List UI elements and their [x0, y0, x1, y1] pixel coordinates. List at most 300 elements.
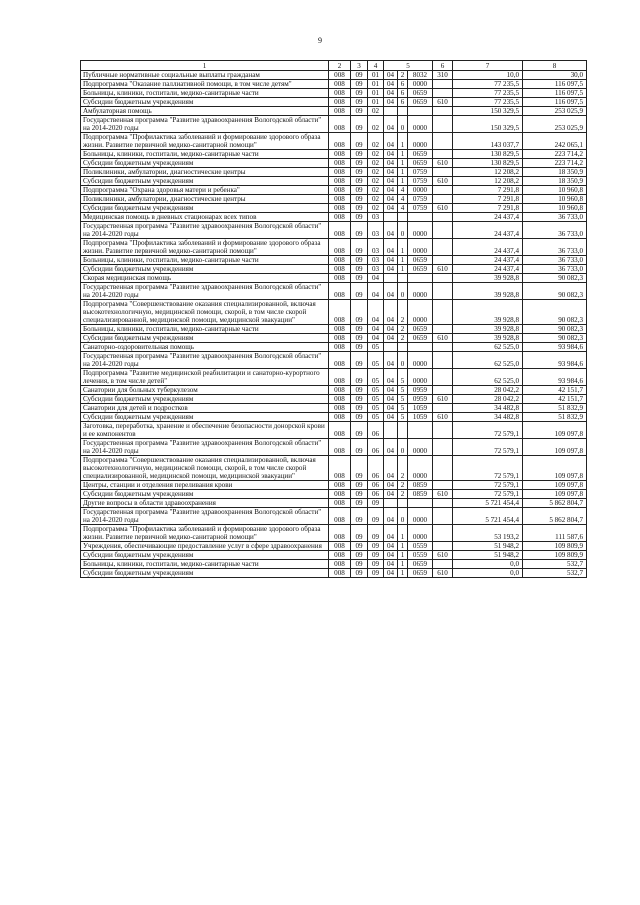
cell-section: 09 — [351, 325, 368, 334]
cell-amount-2019: 24 437,4 — [453, 265, 523, 274]
cell-amount-2020: 5 862 804,7 — [523, 508, 587, 525]
cell-subprogram: 1 — [398, 542, 408, 551]
row-name: Субсидии бюджетным учреждениям — [81, 204, 329, 213]
cell-expense-type — [433, 168, 453, 177]
cell-expense-type — [433, 300, 453, 325]
cell-program: 04 — [384, 239, 398, 256]
cell-amount-2019: 34 482,8 — [453, 404, 523, 413]
cell-direction: 0659 — [408, 98, 433, 107]
table-row — [81, 300, 587, 325]
cell-expense-type — [433, 456, 453, 481]
cell-direction: 0000 — [408, 369, 433, 386]
cell-ved: 008 — [329, 265, 351, 274]
table-row — [81, 395, 587, 404]
cell-amount-2019: 10,0 — [453, 71, 523, 80]
cell-amount-2020: 10 960,8 — [523, 186, 587, 195]
cell-subsection: 05 — [368, 386, 384, 395]
cell-expense-type — [433, 439, 453, 456]
cell-direction — [408, 213, 433, 222]
cell-ved: 008 — [329, 222, 351, 239]
cell-subsection: 05 — [368, 413, 384, 422]
cell-subsection: 03 — [368, 265, 384, 274]
cell-program: 04 — [384, 80, 398, 89]
cell-program: 04 — [384, 283, 398, 300]
cell-section: 09 — [351, 159, 368, 168]
cell-ved: 008 — [329, 256, 351, 265]
row-name: Субсидии бюджетным учреждениям — [81, 413, 329, 422]
cell-section: 09 — [351, 283, 368, 300]
cell-program: 04 — [384, 334, 398, 343]
cell-subprogram — [398, 499, 408, 508]
cell-amount-2019: 62 525,0 — [453, 352, 523, 369]
cell-direction: 0759 — [408, 195, 433, 204]
cell-expense-type: 610 — [433, 334, 453, 343]
cell-expense-type — [433, 325, 453, 334]
cell-expense-type: 610 — [433, 98, 453, 107]
cell-subsection: 09 — [368, 560, 384, 569]
cell-ved: 008 — [329, 168, 351, 177]
cell-direction — [408, 274, 433, 283]
cell-direction: 0000 — [408, 116, 433, 133]
cell-amount-2019: 24 437,4 — [453, 213, 523, 222]
cell-expense-type: 610 — [433, 159, 453, 168]
row-name: Скорая медицинская помощь — [81, 274, 329, 283]
cell-direction: 0759 — [408, 177, 433, 186]
cell-direction: 0000 — [408, 439, 433, 456]
row-name: Подпрограмма "Охрана здоровья матери и ребенка" — [81, 186, 329, 195]
cell-section: 09 — [351, 107, 368, 116]
cell-amount-2019: 28 042,2 — [453, 395, 523, 404]
cell-ved: 008 — [329, 98, 351, 107]
cell-section: 09 — [351, 168, 368, 177]
cell-expense-type — [433, 256, 453, 265]
cell-subprogram — [398, 422, 408, 439]
cell-subsection: 09 — [368, 525, 384, 542]
cell-direction: 0659 — [408, 265, 433, 274]
cell-amount-2020: 51 832,9 — [523, 413, 587, 422]
column-header: 7 — [453, 61, 523, 71]
cell-section: 09 — [351, 569, 368, 578]
cell-amount-2020: 36 733,0 — [523, 222, 587, 239]
cell-amount-2020: 36 733,0 — [523, 256, 587, 265]
table-row — [81, 116, 587, 133]
cell-direction: 0559 — [408, 542, 433, 551]
table-row — [81, 239, 587, 256]
cell-ved: 008 — [329, 343, 351, 352]
cell-expense-type — [433, 186, 453, 195]
cell-subprogram: 1 — [398, 150, 408, 159]
cell-subsection: 01 — [368, 80, 384, 89]
table-row — [81, 325, 587, 334]
cell-amount-2019: 39 928,8 — [453, 334, 523, 343]
cell-amount-2020: 93 984,6 — [523, 369, 587, 386]
cell-subsection: 04 — [368, 325, 384, 334]
cell-program: 04 — [384, 89, 398, 98]
cell-subsection: 06 — [368, 456, 384, 481]
row-name: Больницы, клиники, госпитали, медико-санитарные части — [81, 150, 329, 159]
row-name: Поликлиники, амбулатории, диагностические центры — [81, 195, 329, 204]
cell-amount-2020: 223 714,2 — [523, 150, 587, 159]
cell-program: 04 — [384, 195, 398, 204]
column-header: 3 — [351, 61, 368, 71]
cell-subsection: 02 — [368, 177, 384, 186]
cell-amount-2020: 253 025,9 — [523, 107, 587, 116]
cell-direction: 0000 — [408, 525, 433, 542]
cell-subsection: 05 — [368, 369, 384, 386]
cell-ved: 008 — [329, 369, 351, 386]
cell-section: 09 — [351, 395, 368, 404]
cell-subprogram: 4 — [398, 204, 408, 213]
cell-expense-type: 610 — [433, 413, 453, 422]
cell-amount-2019: 77 235,5 — [453, 98, 523, 107]
cell-subsection: 02 — [368, 150, 384, 159]
column-header: 8 — [523, 61, 587, 71]
cell-direction: 8032 — [408, 71, 433, 80]
cell-section: 09 — [351, 560, 368, 569]
cell-direction: 0000 — [408, 186, 433, 195]
row-name: Субсидии бюджетным учреждениям — [81, 98, 329, 107]
cell-program: 04 — [384, 404, 398, 413]
cell-direction: 0559 — [408, 551, 433, 560]
cell-program: 04 — [384, 525, 398, 542]
cell-ved: 008 — [329, 569, 351, 578]
cell-subprogram — [398, 274, 408, 283]
cell-program — [384, 422, 398, 439]
cell-amount-2019: 39 928,8 — [453, 300, 523, 325]
cell-amount-2019: 24 437,4 — [453, 256, 523, 265]
cell-ved: 008 — [329, 80, 351, 89]
cell-subprogram: 0 — [398, 508, 408, 525]
cell-subsection: 09 — [368, 542, 384, 551]
cell-amount-2020: 109 097,8 — [523, 481, 587, 490]
cell-expense-type — [433, 499, 453, 508]
table-row — [81, 551, 587, 560]
row-name: Санатории для детей и подростков — [81, 404, 329, 413]
table-row — [81, 159, 587, 168]
cell-amount-2019: 0,0 — [453, 569, 523, 578]
cell-ved: 008 — [329, 116, 351, 133]
cell-subsection: 01 — [368, 71, 384, 80]
cell-subprogram: 2 — [398, 490, 408, 499]
cell-ved: 008 — [329, 560, 351, 569]
cell-amount-2019: 77 235,5 — [453, 89, 523, 98]
cell-section: 09 — [351, 274, 368, 283]
cell-subprogram: 2 — [398, 71, 408, 80]
cell-program: 04 — [384, 481, 398, 490]
cell-program: 04 — [384, 204, 398, 213]
cell-ved: 008 — [329, 204, 351, 213]
table-row — [81, 204, 587, 213]
cell-subsection: 03 — [368, 239, 384, 256]
page-number: 9 — [318, 36, 322, 45]
cell-amount-2020: 36 733,0 — [523, 265, 587, 274]
cell-ved: 008 — [329, 481, 351, 490]
cell-amount-2019: 150 329,5 — [453, 116, 523, 133]
cell-amount-2019: 39 928,8 — [453, 283, 523, 300]
cell-amount-2020: 109 809,9 — [523, 542, 587, 551]
cell-section: 09 — [351, 256, 368, 265]
cell-amount-2020: 42 151,7 — [523, 386, 587, 395]
cell-direction: 0000 — [408, 508, 433, 525]
cell-expense-type — [433, 239, 453, 256]
cell-subsection: 04 — [368, 300, 384, 325]
cell-amount-2019: 28 042,2 — [453, 386, 523, 395]
row-name: Государственная программа "Развитие здравоохранения Вологодской области" на 2014-2020 годы — [81, 508, 329, 525]
row-name: Государственная программа "Развитие здравоохранения Вологодской области" на 2014-2020 годы — [81, 283, 329, 300]
cell-amount-2019: 24 437,4 — [453, 222, 523, 239]
cell-direction: 0659 — [408, 159, 433, 168]
cell-amount-2019: 72 579,1 — [453, 490, 523, 499]
cell-amount-2019: 24 437,4 — [453, 239, 523, 256]
cell-ved: 008 — [329, 239, 351, 256]
cell-section: 09 — [351, 133, 368, 150]
cell-subsection: 09 — [368, 569, 384, 578]
cell-subsection: 04 — [368, 274, 384, 283]
cell-ved: 008 — [329, 274, 351, 283]
cell-section: 09 — [351, 186, 368, 195]
cell-ved: 008 — [329, 159, 351, 168]
cell-expense-type — [433, 80, 453, 89]
cell-section: 09 — [351, 195, 368, 204]
cell-subprogram: 6 — [398, 98, 408, 107]
row-name: Подпрограмма "Оказание паллиативной помощи, в том числе детям" — [81, 80, 329, 89]
cell-ved: 008 — [329, 300, 351, 325]
cell-program: 04 — [384, 222, 398, 239]
cell-direction: 0659 — [408, 560, 433, 569]
cell-expense-type — [433, 404, 453, 413]
column-header: 4 — [368, 61, 384, 71]
cell-expense-type — [433, 195, 453, 204]
column-header: 5 — [384, 61, 433, 71]
cell-program: 04 — [384, 71, 398, 80]
cell-amount-2020: 109 097,8 — [523, 422, 587, 439]
cell-direction: 0659 — [408, 256, 433, 265]
table-row — [81, 133, 587, 150]
row-name: Заготовка, переработка, хранение и обеспечение безопасности донорской крови и ее компонентов — [81, 422, 329, 439]
table-row — [81, 422, 587, 439]
cell-amount-2020: 532,7 — [523, 560, 587, 569]
cell-amount-2020: 36 733,0 — [523, 213, 587, 222]
row-name: Больницы, клиники, госпитали, медико-санитарные части — [81, 256, 329, 265]
cell-amount-2020: 30,0 — [523, 71, 587, 80]
cell-direction — [408, 343, 433, 352]
cell-program: 04 — [384, 386, 398, 395]
cell-subsection: 06 — [368, 481, 384, 490]
cell-expense-type: 610 — [433, 395, 453, 404]
row-name: Санаторно-оздоровительная помощь — [81, 343, 329, 352]
cell-amount-2019: 72 579,1 — [453, 481, 523, 490]
row-name: Медицинская помощь в дневных стационарах всех типов — [81, 213, 329, 222]
table-row — [81, 525, 587, 542]
cell-subsection: 04 — [368, 283, 384, 300]
cell-amount-2020: 116 097,5 — [523, 98, 587, 107]
table-row — [81, 343, 587, 352]
table-row — [81, 569, 587, 578]
cell-expense-type — [433, 525, 453, 542]
cell-expense-type: 610 — [433, 490, 453, 499]
row-name: Публичные нормативные социальные выплаты гражданам — [81, 71, 329, 80]
cell-program — [384, 499, 398, 508]
cell-program — [384, 213, 398, 222]
cell-direction: 0759 — [408, 168, 433, 177]
cell-subsection: 03 — [368, 256, 384, 265]
cell-subsection: 02 — [368, 133, 384, 150]
row-name: Учреждения, обеспечивающие предоставление услуг в сфере здравоохранения — [81, 542, 329, 551]
row-name: Больницы, клиники, госпитали, медико-санитарные части — [81, 325, 329, 334]
cell-section: 09 — [351, 490, 368, 499]
row-name: Амбулаторная помощь — [81, 107, 329, 116]
row-name: Санатории для больных туберкулезом — [81, 386, 329, 395]
cell-direction — [408, 499, 433, 508]
table-row — [81, 560, 587, 569]
cell-ved: 008 — [329, 133, 351, 150]
cell-amount-2019: 72 579,1 — [453, 422, 523, 439]
cell-expense-type — [433, 116, 453, 133]
cell-direction: 0659 — [408, 325, 433, 334]
cell-section: 09 — [351, 204, 368, 213]
cell-subsection: 09 — [368, 551, 384, 560]
cell-expense-type: 610 — [433, 265, 453, 274]
cell-subsection: 05 — [368, 343, 384, 352]
cell-program: 04 — [384, 256, 398, 265]
cell-amount-2020: 90 082,3 — [523, 325, 587, 334]
cell-program: 04 — [384, 325, 398, 334]
table-row — [81, 386, 587, 395]
cell-expense-type — [433, 560, 453, 569]
cell-amount-2020: 51 832,9 — [523, 404, 587, 413]
cell-direction: 0000 — [408, 239, 433, 256]
cell-expense-type: 610 — [433, 569, 453, 578]
cell-program: 04 — [384, 168, 398, 177]
cell-section: 09 — [351, 525, 368, 542]
row-name: Субсидии бюджетным учреждениям — [81, 159, 329, 168]
cell-ved: 008 — [329, 551, 351, 560]
cell-amount-2020: 93 984,6 — [523, 343, 587, 352]
cell-subsection: 02 — [368, 107, 384, 116]
cell-amount-2019: 39 928,8 — [453, 274, 523, 283]
cell-ved: 008 — [329, 395, 351, 404]
cell-section: 09 — [351, 352, 368, 369]
cell-program: 04 — [384, 551, 398, 560]
cell-expense-type: 610 — [433, 551, 453, 560]
cell-section: 09 — [351, 177, 368, 186]
cell-subsection: 01 — [368, 98, 384, 107]
cell-subsection: 03 — [368, 213, 384, 222]
cell-expense-type — [433, 352, 453, 369]
table-row — [81, 352, 587, 369]
cell-direction: 0000 — [408, 300, 433, 325]
cell-subprogram — [398, 213, 408, 222]
cell-subprogram: 6 — [398, 89, 408, 98]
cell-amount-2019: 77 235,5 — [453, 80, 523, 89]
cell-section: 09 — [351, 239, 368, 256]
table-row — [81, 274, 587, 283]
cell-ved: 008 — [329, 456, 351, 481]
cell-amount-2019: 62 525,0 — [453, 343, 523, 352]
column-header: 6 — [433, 61, 453, 71]
cell-expense-type — [433, 222, 453, 239]
table-row — [81, 283, 587, 300]
cell-subprogram: 0 — [398, 283, 408, 300]
cell-amount-2019: 12 208,2 — [453, 177, 523, 186]
cell-ved: 008 — [329, 439, 351, 456]
cell-subprogram: 2 — [398, 456, 408, 481]
cell-amount-2020: 18 350,9 — [523, 168, 587, 177]
cell-program — [384, 274, 398, 283]
cell-program: 04 — [384, 560, 398, 569]
row-name: Субсидии бюджетным учреждениям — [81, 177, 329, 186]
cell-amount-2020: 18 350,9 — [523, 177, 587, 186]
cell-amount-2020: 10 960,8 — [523, 204, 587, 213]
cell-subsection: 05 — [368, 352, 384, 369]
cell-subprogram: 4 — [398, 195, 408, 204]
cell-section: 09 — [351, 222, 368, 239]
cell-subsection: 05 — [368, 395, 384, 404]
column-header: 1 — [81, 61, 329, 71]
cell-amount-2019: 39 928,8 — [453, 325, 523, 334]
row-name: Субсидии бюджетным учреждениям — [81, 395, 329, 404]
cell-subprogram: 5 — [398, 395, 408, 404]
cell-subsection: 02 — [368, 159, 384, 168]
cell-subprogram — [398, 343, 408, 352]
cell-amount-2020: 90 082,3 — [523, 334, 587, 343]
cell-amount-2020: 532,7 — [523, 569, 587, 578]
cell-ved: 008 — [329, 186, 351, 195]
cell-direction: 0000 — [408, 352, 433, 369]
row-name: Подпрограмма "Профилактика заболеваний и формирование здорового образа жизни. Развитие первичной медико-санитарной помощи" — [81, 239, 329, 256]
cell-direction: 0659 — [408, 569, 433, 578]
cell-section: 09 — [351, 89, 368, 98]
cell-amount-2020: 42 151,7 — [523, 395, 587, 404]
cell-expense-type — [433, 283, 453, 300]
cell-expense-type — [433, 422, 453, 439]
cell-subsection: 03 — [368, 222, 384, 239]
cell-subprogram: 1 — [398, 569, 408, 578]
cell-amount-2020: 111 587,6 — [523, 525, 587, 542]
cell-ved: 008 — [329, 325, 351, 334]
cell-subsection: 01 — [368, 89, 384, 98]
table-row — [81, 150, 587, 159]
cell-direction: 0659 — [408, 150, 433, 159]
cell-amount-2020: 90 082,3 — [523, 283, 587, 300]
row-name: Государственная программа "Развитие здравоохранения Вологодской области" на 2014-2020 годы — [81, 116, 329, 133]
cell-expense-type — [433, 150, 453, 159]
cell-subprogram: 1 — [398, 525, 408, 542]
cell-direction: 0759 — [408, 204, 433, 213]
cell-section: 09 — [351, 116, 368, 133]
cell-subprogram: 1 — [398, 560, 408, 569]
cell-subprogram: 5 — [398, 413, 408, 422]
cell-program — [384, 107, 398, 116]
cell-subprogram: 1 — [398, 551, 408, 560]
cell-program: 04 — [384, 265, 398, 274]
cell-subsection: 06 — [368, 439, 384, 456]
cell-ved: 008 — [329, 150, 351, 159]
cell-direction: 0959 — [408, 395, 433, 404]
cell-program: 04 — [384, 352, 398, 369]
cell-subprogram: 5 — [398, 404, 408, 413]
cell-expense-type — [433, 274, 453, 283]
row-name: Подпрограмма "Профилактика заболеваний и формирование здорового образа жизни. Развитие первичной медико-санитарной помощи" — [81, 525, 329, 542]
cell-subprogram: 2 — [398, 481, 408, 490]
table-row — [81, 213, 587, 222]
table-row — [81, 98, 587, 107]
table-row — [81, 168, 587, 177]
cell-amount-2019: 34 482,8 — [453, 413, 523, 422]
row-name: Субсидии бюджетным учреждениям — [81, 334, 329, 343]
cell-subprogram: 1 — [398, 239, 408, 256]
row-name: Больницы, клиники, госпитали, медико-санитарные части — [81, 560, 329, 569]
